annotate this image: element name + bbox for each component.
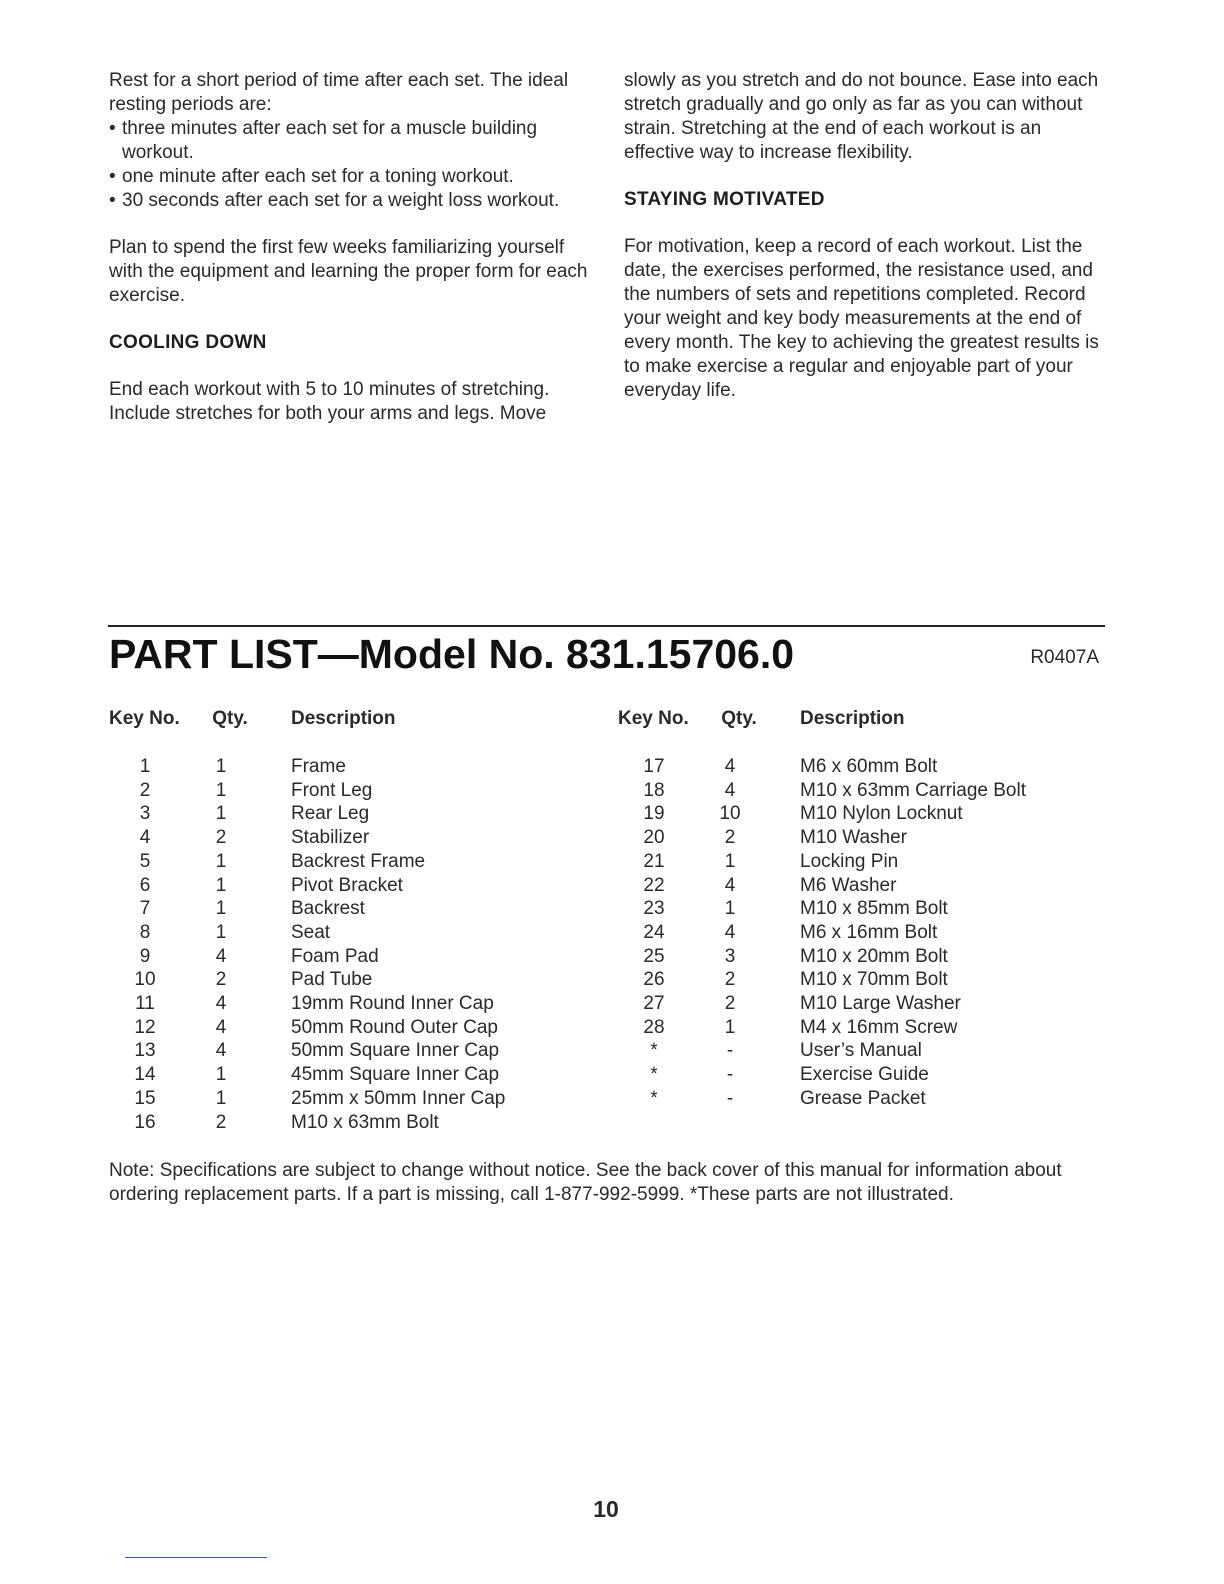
key-cell: 6 [139, 874, 151, 896]
qty-header: Qty. [212, 708, 248, 729]
table-row [618, 1039, 1108, 1063]
qty-cell: 3 [724, 945, 736, 967]
table-row [109, 992, 599, 1016]
cooling-down-heading: COOLING DOWN [109, 332, 267, 353]
key-cell: 27 [643, 993, 665, 1015]
key-cell: 20 [643, 827, 665, 849]
qty-cell: 4 [724, 874, 736, 896]
table-row [109, 755, 599, 779]
key-cell: 24 [643, 921, 665, 943]
table-row [109, 968, 599, 992]
table-row [109, 921, 599, 945]
key-cell: 14 [134, 1064, 156, 1086]
qty-cell: 1 [215, 779, 227, 801]
description-cell: Foam Pad [291, 945, 379, 967]
key-cell: * [650, 1087, 658, 1109]
table-row [618, 1016, 1108, 1040]
description-cell: M6 x 16mm Bolt [800, 921, 938, 943]
table-row [618, 897, 1108, 921]
table-row [618, 779, 1108, 803]
table-row [109, 1039, 599, 1063]
description-cell: M10 x 63mm Carriage Bolt [800, 779, 1026, 801]
table-row [618, 850, 1108, 874]
rest-paragraph: Rest for a short period of time after each set. The ideal resting periods are: [109, 70, 569, 115]
left-text-column [109, 69, 599, 426]
qty-cell: 4 [724, 779, 736, 801]
key-cell: 28 [643, 1016, 665, 1038]
stretch-paragraph: slowly as you stretch and do not bounce. Ease into each stretch gradually and go only as far as you can without strain. Stretching at the end of each workout is an effective way to increase flexibility. [624, 70, 1099, 163]
description-cell: M10 x 85mm Bolt [800, 898, 948, 920]
key-cell: 25 [643, 945, 665, 967]
key-cell: 15 [134, 1087, 156, 1109]
table-header [109, 707, 599, 731]
table-row [109, 945, 599, 969]
plan-paragraph: Plan to spend the first few weeks familiarizing yourself with the equipment and learning the proper form for each exercise. [109, 237, 588, 306]
list-item: • 30 seconds after each set for a weight loss workout. [109, 189, 599, 213]
description-cell: Grease Packet [800, 1087, 926, 1109]
table-row [618, 945, 1108, 969]
description-cell: Front Leg [291, 779, 373, 801]
description-cell: M6 x 60mm Bolt [800, 756, 938, 777]
qty-cell: 2 [215, 827, 227, 849]
qty-cell: 4 [215, 993, 227, 1015]
table-row [109, 1063, 599, 1087]
table-row [618, 826, 1108, 850]
qty-cell: 2 [724, 993, 736, 1015]
description-cell: Rear Leg [291, 803, 370, 825]
description-cell: 50mm Square Inner Cap [291, 1040, 500, 1062]
table-row [618, 1087, 1108, 1111]
qty-cell: 1 [215, 756, 227, 777]
cooling-down-paragraph: End each workout with 5 to 10 minutes of stretching. Include stretches for both your arms and legs. Move [109, 379, 550, 424]
table-header [618, 707, 1108, 731]
description-cell: Seat [291, 921, 331, 943]
qty-header: Qty. [721, 708, 757, 729]
key-cell: 17 [643, 756, 665, 777]
description-cell: Pad Tube [291, 969, 373, 991]
description-cell: M4 x 16mm Screw [800, 1016, 958, 1038]
qty-cell: 1 [215, 874, 227, 896]
table-row [109, 779, 599, 803]
qty-cell: - [726, 1040, 734, 1062]
qty-cell: 1 [724, 850, 736, 872]
description-cell: 50mm Round Outer Cap [291, 1016, 498, 1038]
key-cell: 13 [134, 1040, 156, 1062]
description-cell: M10 Washer [800, 827, 907, 849]
description-cell: M6 Washer [800, 874, 897, 896]
list-item: • three minutes after each set for a muscle building workout. [109, 117, 599, 165]
staying-motivated-paragraph: For motivation, keep a record of each workout. List the date, the exercises performed, the resistance used, and the numbers of sets and repetitions completed. Record your weight and key body measurements at the end of every month. The key to achieving the greatest results is to make exercise a regular and enjoyable part of your everyday life. [624, 236, 1099, 401]
table-row [109, 826, 599, 850]
description-cell: M10 Large Washer [800, 993, 961, 1015]
page-number: 10 [593, 1496, 619, 1522]
key-cell: 26 [643, 969, 665, 991]
description-cell: Stabilizer [291, 827, 370, 849]
description-cell: 19mm Round Inner Cap [291, 993, 494, 1015]
qty-cell: 2 [724, 969, 736, 991]
description-header: Description [800, 708, 905, 729]
qty-cell: 1 [215, 803, 227, 825]
table-row [109, 1087, 599, 1111]
table-row [618, 921, 1108, 945]
table-row [109, 1111, 599, 1135]
description-cell: Backrest [291, 898, 365, 920]
key-cell: 10 [134, 969, 156, 991]
qty-cell: 2 [724, 827, 736, 849]
key-cell: 5 [139, 850, 151, 872]
qty-cell: 1 [215, 850, 227, 872]
description-cell: 25mm x 50mm Inner Cap [291, 1087, 506, 1109]
table-row [618, 874, 1108, 898]
key-header: Key No. [618, 708, 689, 729]
table-row [109, 802, 599, 826]
table-row [618, 968, 1108, 992]
description-cell: M10 x 63mm Bolt [291, 1111, 439, 1133]
key-cell: 19 [643, 803, 665, 825]
description-cell: Exercise Guide [800, 1064, 929, 1086]
key-cell: 7 [139, 898, 151, 920]
key-cell: 1 [139, 756, 151, 777]
table-row [109, 1016, 599, 1040]
qty-cell: 1 [215, 898, 227, 920]
key-cell: 12 [134, 1016, 156, 1038]
qty-cell: 4 [215, 945, 227, 967]
key-cell: 21 [643, 850, 665, 872]
qty-cell: 1 [215, 921, 227, 943]
description-cell: M10 Nylon Locknut [800, 803, 963, 825]
table-row [618, 1063, 1108, 1087]
qty-cell: 1 [215, 1087, 227, 1109]
key-cell: 11 [135, 993, 155, 1015]
qty-cell: 4 [215, 1040, 227, 1062]
description-cell: User’s Manual [800, 1040, 922, 1062]
key-header: Key No. [109, 708, 180, 729]
table-row [618, 755, 1108, 779]
description-cell: Backrest Frame [291, 850, 426, 872]
qty-cell: 4 [215, 1016, 227, 1038]
section-divider [108, 625, 1105, 627]
footer-line [125, 1557, 267, 1558]
key-cell: 8 [139, 921, 151, 943]
qty-cell: 1 [215, 1064, 227, 1086]
key-cell: 3 [139, 803, 151, 825]
list-item: • one minute after each set for a toning workout. [109, 165, 599, 189]
staying-motivated-heading: STAYING MOTIVATED [624, 189, 825, 210]
key-cell: 18 [643, 779, 665, 801]
description-cell: M10 x 20mm Bolt [800, 945, 948, 967]
qty-cell: 2 [215, 1111, 227, 1133]
key-cell: 23 [643, 898, 665, 920]
description-header: Description [291, 708, 396, 729]
table-row [109, 897, 599, 921]
qty-cell: 10 [719, 803, 741, 825]
qty-cell: 2 [215, 969, 227, 991]
document-code: R0407A [1030, 647, 1099, 668]
parts-table-right [618, 707, 1108, 1111]
description-cell: Frame [291, 756, 346, 777]
parts-table-left [109, 707, 599, 1134]
key-cell: 9 [139, 945, 151, 967]
table-row [618, 992, 1108, 1016]
key-cell: 2 [139, 779, 151, 801]
qty-cell: 1 [724, 898, 736, 920]
page-title: PART LIST—Model No. 831.15706.0 [109, 631, 795, 677]
description-cell: M10 x 70mm Bolt [800, 969, 948, 991]
description-cell: Pivot Bracket [291, 874, 403, 896]
key-cell: 16 [134, 1111, 156, 1133]
table-row [618, 802, 1108, 826]
description-cell: Locking Pin [800, 850, 899, 872]
key-cell: 4 [139, 827, 151, 849]
table-row [109, 850, 599, 874]
qty-cell: - [726, 1064, 734, 1086]
qty-cell: 4 [724, 756, 736, 777]
key-cell: 22 [643, 874, 665, 896]
qty-cell: - [726, 1087, 734, 1109]
table-row [109, 874, 599, 898]
key-cell: * [650, 1064, 658, 1086]
key-cell: * [650, 1040, 658, 1062]
parts-note: Note: Specifications are subject to change without notice. See the back cover of this manual for information about ordering replacement parts. If a part is missing, call 1-877-992-5999. *These parts are not illustrated. [109, 1160, 1062, 1205]
qty-cell: 4 [724, 921, 736, 943]
qty-cell: 1 [724, 1016, 736, 1038]
description-cell: 45mm Square Inner Cap [291, 1064, 500, 1086]
rest-periods-list [109, 117, 599, 213]
right-text-column [624, 69, 1109, 403]
